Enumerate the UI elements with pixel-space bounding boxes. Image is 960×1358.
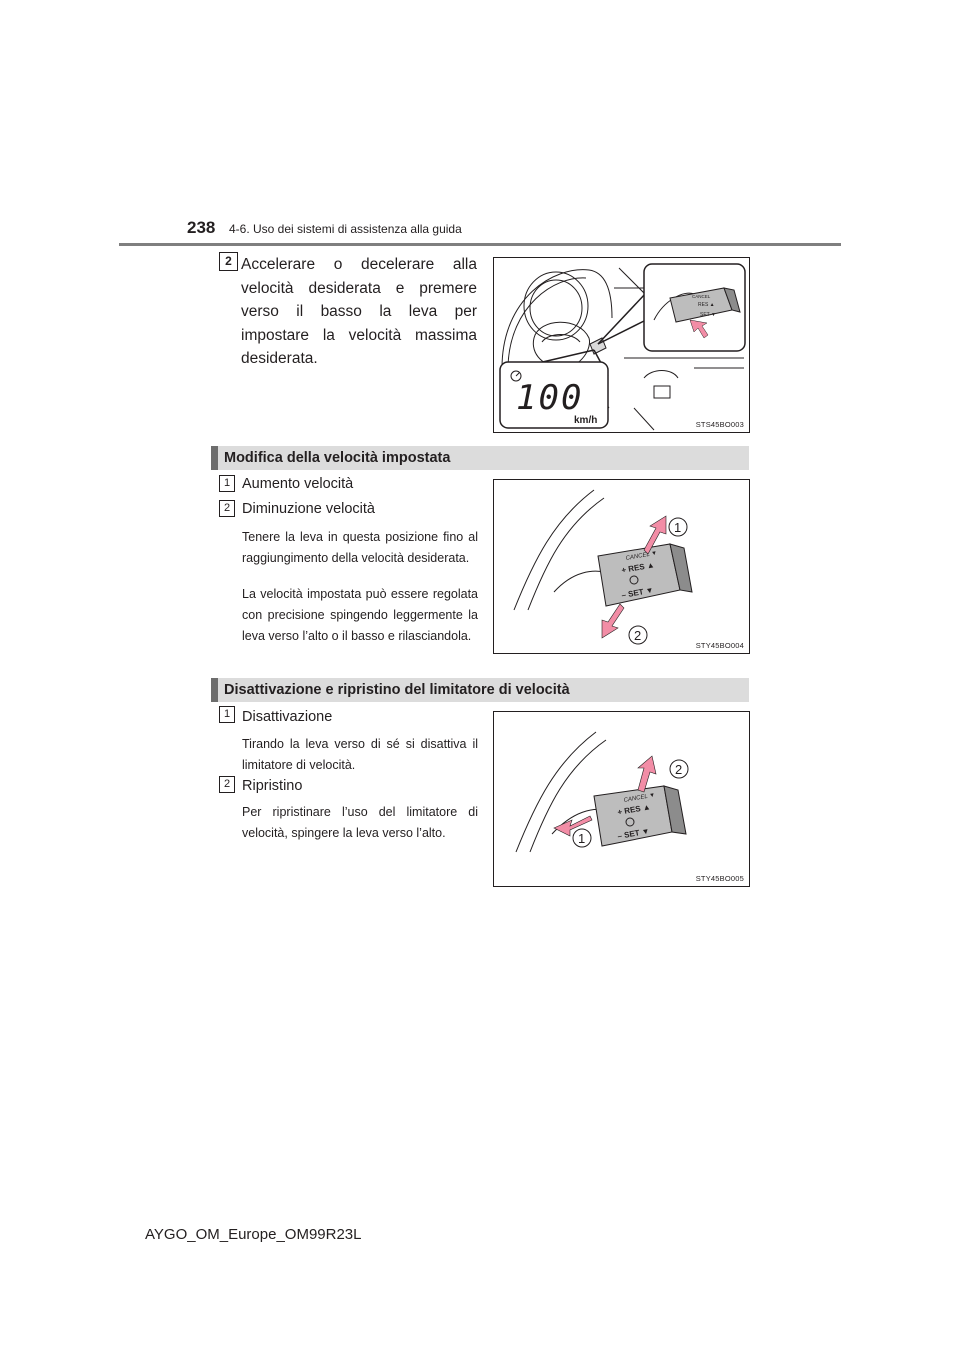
heading-deactivate [211, 678, 749, 702]
step-text: Accelerare o decelerare alla velocità desiderata e premere verso il basso la leva per impostare la velocità massima desiderata. [241, 256, 477, 367]
item-label: Disattivazione [242, 709, 333, 725]
dashboard-illustration [494, 258, 749, 432]
item-label: Diminuzione velocità [242, 501, 375, 517]
figure-code: STY45BO005 [695, 874, 744, 883]
heading-text: Disattivazione e ripristino del limitatore di velocità [224, 682, 570, 698]
inset-cancel-label: CANCEL [692, 294, 711, 299]
callout-2: 2 [675, 762, 683, 777]
figure-lever-adjust [493, 479, 750, 654]
step-badge: 2 [219, 252, 238, 271]
page-number: 238 [187, 218, 216, 237]
item-badge: 2 [219, 776, 235, 793]
item-label: Ripristino [242, 778, 303, 794]
section-title: 4-6. Uso dei sistemi di assistenza alla guida [229, 222, 462, 236]
speed-unit: km/h [574, 415, 598, 426]
item-badge: 1 [219, 475, 235, 492]
figure-code: STS45BO003 [695, 420, 744, 429]
footer-doc-id: AYGO_OM_Europe_OM99R23L [145, 1226, 362, 1243]
svg-text:CANCEL ▼: CANCEL ▼ [625, 550, 658, 562]
item-badge: 2 [219, 500, 235, 517]
callout-1: 1 [578, 831, 586, 846]
lever-adjust-illustration [494, 480, 749, 653]
note-paragraph: Tirando la leva verso di sé si disattiva il limitatore di velocità. [242, 737, 478, 772]
speed-display: 100 [516, 378, 584, 418]
note-paragraph: La velocità impostata può essere regolata con precisione spingendo leggermente la leva verso l’alto o il basso e rilasciandola. [242, 587, 478, 643]
figure-lever-cancel [493, 711, 750, 887]
svg-text:CANCEL ▼: CANCEL ▼ [623, 792, 656, 804]
figure-code: STY45BO004 [695, 641, 744, 650]
heading-accent [211, 678, 218, 702]
svg-text:+ RES ▲: + RES ▲ [616, 802, 652, 817]
svg-text:– SET ▼: – SET ▼ [620, 585, 655, 600]
item-badge: 1 [219, 706, 235, 723]
header-rule [119, 243, 841, 246]
svg-text:+ RES ▲: + RES ▲ [620, 560, 656, 575]
callout-2: 2 [634, 628, 642, 643]
figure-dashboard [493, 257, 750, 433]
note-paragraph: Tenere la leva in questa posizione fino al raggiungimento della velocità desiderata. [242, 530, 478, 565]
heading-accent [211, 446, 218, 470]
heading-modify [211, 446, 749, 470]
inset-set-label: SET ▼ [700, 312, 716, 318]
lever-cancel-illustration [494, 712, 749, 886]
svg-text:– SET ▼: – SET ▼ [616, 826, 651, 841]
callout-1: 1 [674, 520, 682, 535]
inset-res-label: RES ▲ [698, 302, 715, 308]
heading-text: Modifica della velocità impostata [224, 450, 451, 466]
note-paragraph: Per ripristinare l’uso del limitatore di velocità, spingere la leva verso l’alto. [242, 805, 478, 840]
item-label: Aumento velocità [242, 476, 354, 492]
